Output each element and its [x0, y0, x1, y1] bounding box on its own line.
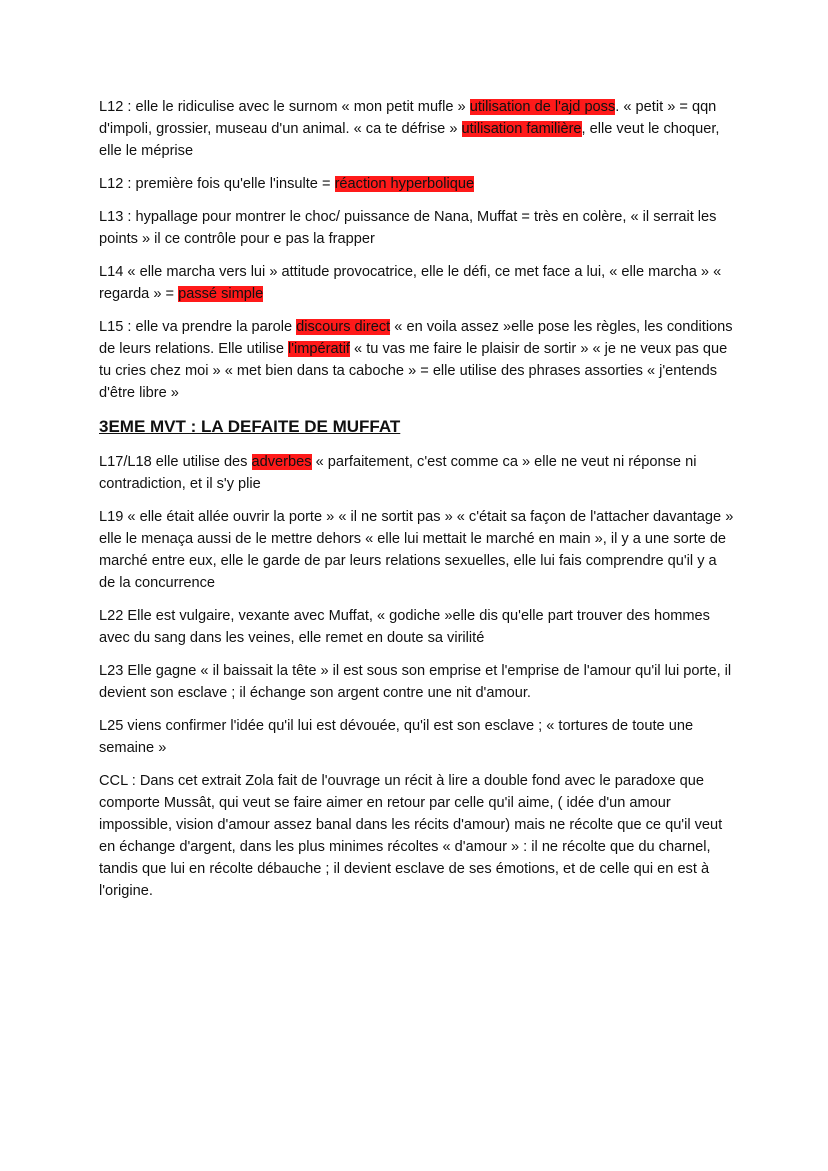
section-heading: 3EME MVT : LA DEFAITE DE MUFFAT	[99, 417, 401, 436]
paragraph-conclusion	[99, 770, 735, 902]
highlight-marker: passé simple	[178, 286, 264, 302]
text-segment: . « petit » = qqn d'impoli, grossier, museau d'un animal. « ca te défrise »	[99, 99, 717, 137]
text-segment: « tu vas me faire le plaisir de sortir » « je ne veux pas que tu cries chez moi » « met bien dans ta caboche » = elle utilise des phrases assorties « j'entends d'être libre »	[99, 341, 728, 401]
text-segment: L12 : elle le ridiculise avec le surnom « mon petit mufle »	[99, 99, 470, 115]
text-segment: L14 « elle marcha vers lui » attitude provocatrice, elle le défi, ce met face a lui, « elle marcha » « regarda » =	[99, 264, 722, 302]
text-segment: L22 Elle est vulgaire, vexante avec Muffat, « godiche »elle dis qu'elle part trouver des hommes avec du sang dans les veines, elle remet en doute sa virilité	[99, 608, 710, 646]
text-segment: L13 : hypallage pour montrer le choc/ puissance de Nana, Muffat = très en colère, « il serrait les points » il ce contrôle pour e pas la frapper	[99, 209, 717, 247]
document-page	[99, 96, 735, 913]
text-segment: L23 Elle gagne « il baissait la tête » il est sous son emprise et l'emprise de l'amour qu'il lui porte, il devient son esclave ; il échange son argent contre une nit d'amour.	[99, 663, 732, 701]
text-segment: L15 : elle va prendre la parole	[99, 319, 297, 335]
paragraph-l12-insulte	[99, 173, 735, 195]
paragraph-l13	[99, 206, 735, 250]
paragraph-l19	[99, 506, 735, 594]
highlight-marker: discours direct	[296, 319, 391, 335]
text-segment: L12 : première fois qu'elle l'insulte =	[99, 176, 335, 192]
paragraph-l22	[99, 605, 735, 649]
paragraph-l23	[99, 660, 735, 704]
paragraph-l14	[99, 261, 735, 305]
paragraph-l15	[99, 316, 735, 404]
highlight-marker: utilisation de l'ajd poss	[469, 99, 616, 115]
paragraph-l25	[99, 715, 735, 759]
text-segment: L17/L18 elle utilise des	[99, 454, 252, 470]
text-segment: CCL : Dans cet extrait Zola fait de l'ouvrage un récit à lire a double fond avec le paradoxe que comporte Mussât, qui veut se faire aimer en retour par celle qu'il aime, ( idée d'un amour impossible, vision d'amour assez banal dans les récits d'amour) mais ne récolte que ce qu'il veut en échange d'argent, dans les plus minimes récoltes « d'amour » : il ne récolte que du charnel, tandis que lui en récolte débauche ; il devient esclave de ses émotions, et de celle qui en est à l'origine.	[99, 773, 723, 899]
highlight-marker: l'impératif	[288, 341, 350, 357]
paragraph-l17-l18	[99, 451, 735, 495]
text-segment: , elle veut le choquer, elle le méprise	[99, 121, 720, 159]
highlight-marker: adverbes	[251, 454, 312, 470]
highlight-marker: réaction hyperbolique	[334, 176, 475, 192]
text-segment: « parfaitement, c'est comme ca » elle ne veut ni réponse ni contradiction, et il s'y plie	[99, 454, 697, 492]
text-segment: L25 viens confirmer l'idée qu'il lui est dévouée, qu'il est son esclave ; « tortures de toute une semaine »	[99, 718, 694, 756]
paragraph-l12-surnom	[99, 96, 735, 162]
text-segment: L19 « elle était allée ouvrir la porte » « il ne sortit pas » « c'était sa façon de l'attacher davantage » elle le menaça aussi de le mettre dehors « elle lui mettait le marché en main », il y a une sorte de marché entre eux, elle le garde de par leurs relations sexuelles, elle lui fais comprendre qu'il y a de la concurrence	[99, 509, 734, 591]
text-segment: « en voila assez »elle pose les règles, les conditions de leurs relations. Elle utilise	[99, 319, 733, 357]
highlight-marker: utilisation familière	[461, 121, 582, 137]
